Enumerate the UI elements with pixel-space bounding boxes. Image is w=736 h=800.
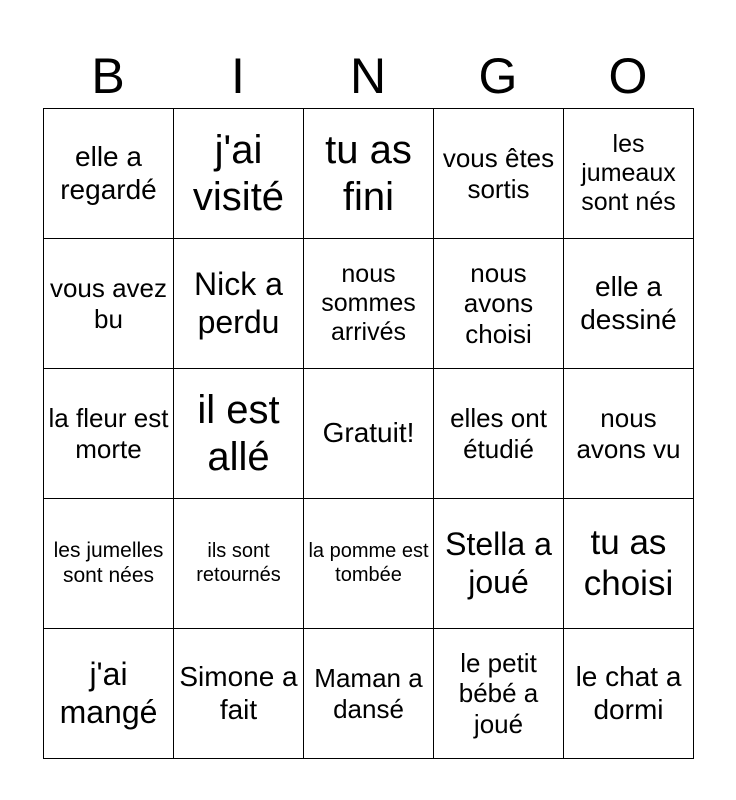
board-row — [44, 499, 694, 629]
bingo-cell[interactable]: le petit bébé a joué — [434, 629, 564, 759]
header-letter-n: N — [349, 48, 387, 104]
bingo-cell[interactable]: les jumeaux sont nés — [564, 109, 694, 239]
bingo-cell[interactable]: Maman a dansé — [304, 629, 434, 759]
bingo-cell[interactable]: les jumelles sont nées — [44, 499, 174, 629]
header-letter-b: B — [91, 48, 125, 104]
bingo-cell[interactable]: j'ai visité — [174, 109, 304, 239]
bingo-cell[interactable]: elles ont étudié — [434, 369, 564, 499]
bingo-cell[interactable]: il est allé — [174, 369, 304, 499]
bingo-cell[interactable]: nous avons choisi — [434, 239, 564, 369]
bingo-cell[interactable]: la fleur est morte — [44, 369, 174, 499]
bingo-cell[interactable]: le chat a dormi — [564, 629, 694, 759]
header-letter-g: G — [478, 48, 518, 104]
board-row — [44, 369, 694, 499]
board-row — [44, 629, 694, 759]
bingo-cell[interactable]: ils sont retournés — [174, 499, 304, 629]
bingo-cell[interactable]: Simone a fait — [174, 629, 304, 759]
header-letter-o: O — [608, 48, 648, 104]
board-row — [44, 109, 694, 239]
bingo-cell[interactable]: Nick a perdu — [174, 239, 304, 369]
bingo-cell[interactable]: nous sommes arrivés — [304, 239, 434, 369]
board-row — [44, 239, 694, 369]
bingo-header — [43, 46, 693, 106]
header-letter-i: I — [231, 48, 245, 104]
free-space-cell[interactable]: Gratuit! — [304, 369, 434, 499]
bingo-cell[interactable]: tu as choisi — [564, 499, 694, 629]
bingo-cell[interactable]: Stella a joué — [434, 499, 564, 629]
bingo-cell[interactable]: nous avons vu — [564, 369, 694, 499]
bingo-board — [43, 108, 694, 759]
bingo-cell[interactable]: la pomme est tombée — [304, 499, 434, 629]
bingo-cell[interactable]: vous avez bu — [44, 239, 174, 369]
bingo-cell[interactable]: tu as fini — [304, 109, 434, 239]
bingo-cell[interactable]: j'ai mangé — [44, 629, 174, 759]
bingo-cell[interactable]: elle a regardé — [44, 109, 174, 239]
bingo-cell[interactable]: elle a dessiné — [564, 239, 694, 369]
bingo-cell[interactable]: vous êtes sortis — [434, 109, 564, 239]
